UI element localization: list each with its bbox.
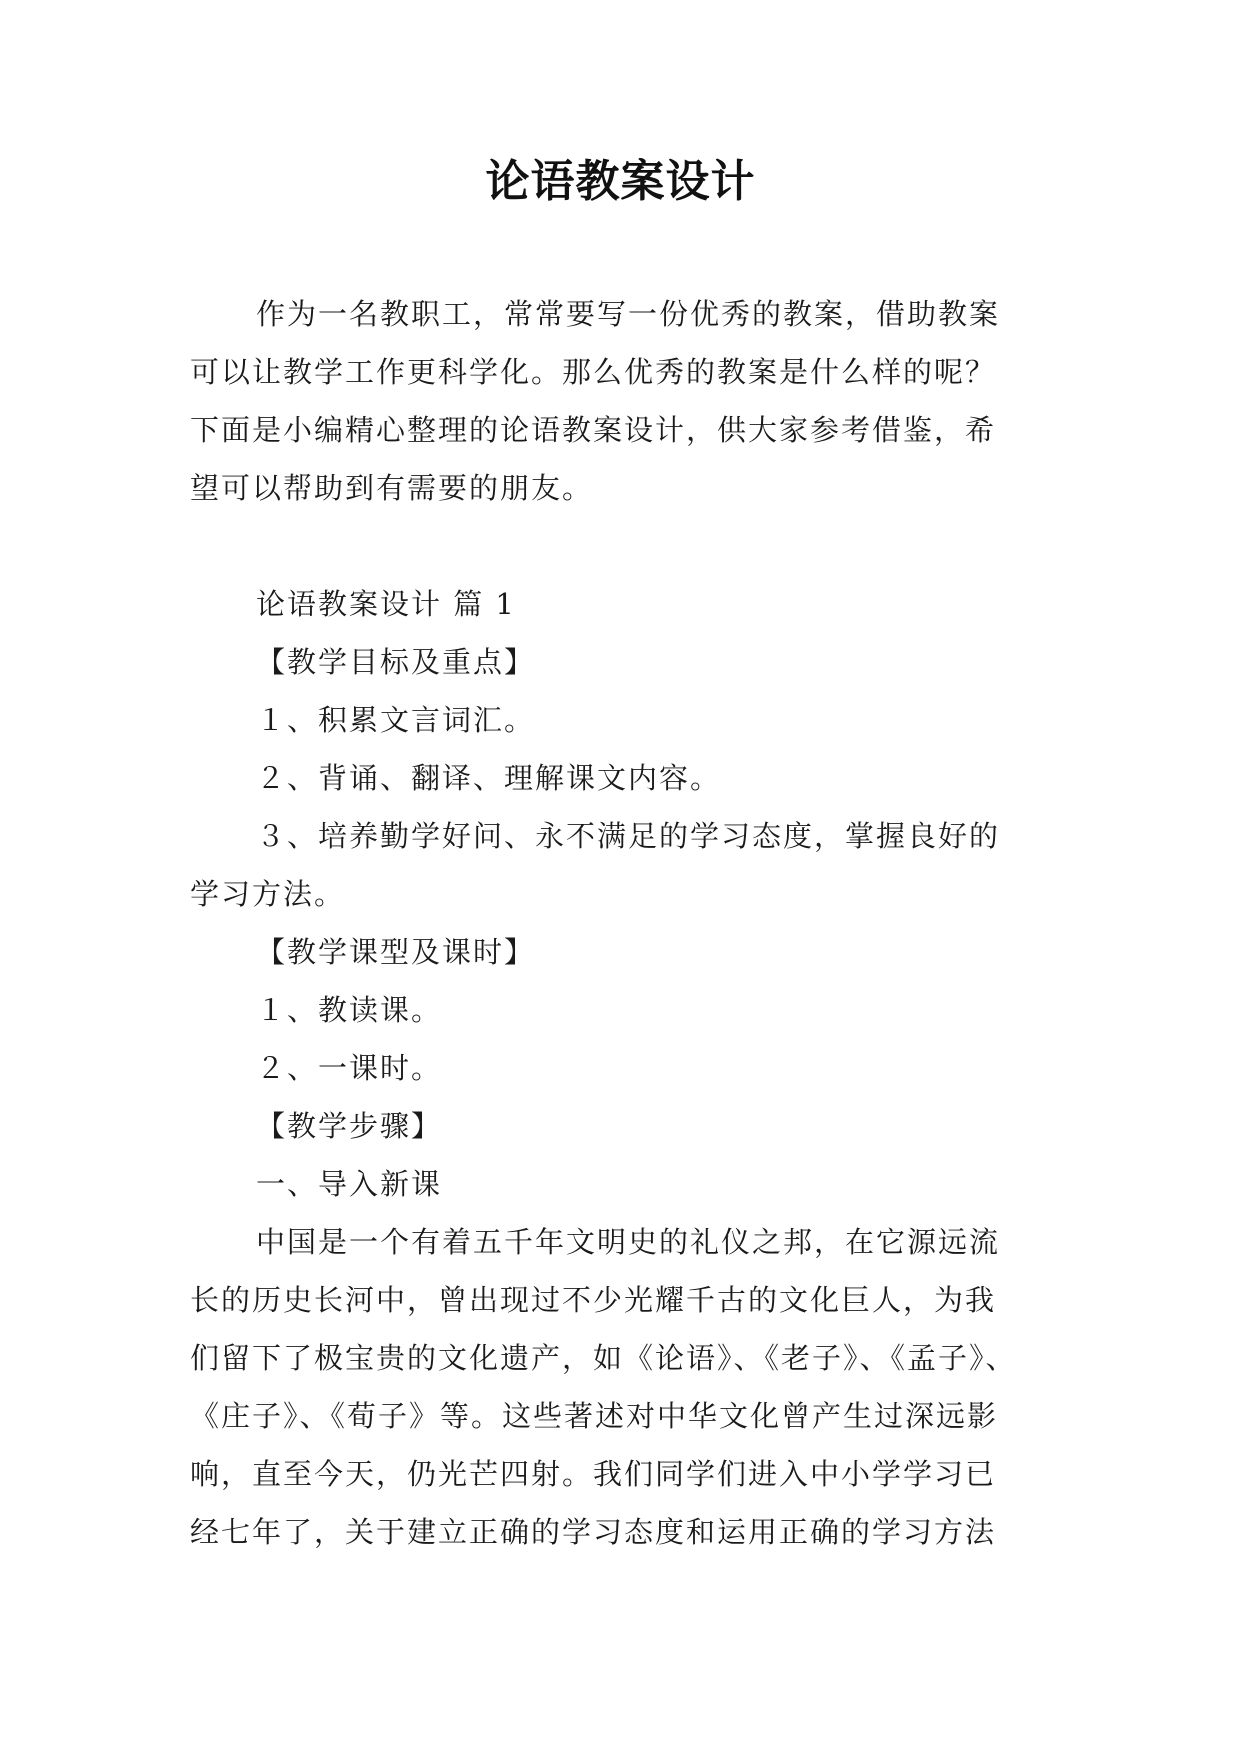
section-heading: 论语教案设计 篇 1	[256, 587, 516, 621]
step1-line: 中国是一个有着五千年文明史的礼仪之邦，在它源远流	[256, 1225, 1001, 1259]
step1-line: 响，直至今天，仍光芒四射。我们同学们进入中小学学习已	[190, 1457, 997, 1491]
intro-line: 下面是小编精心整理的论语教案设计，供大家参考借鉴，希	[190, 413, 997, 447]
step1-line: 《庄子》、《荀子》等。这些著述对中华文化曾产生过深远影	[190, 1399, 999, 1433]
intro-line: 作为一名教职工，常常要写一份优秀的教案，借助教案	[256, 297, 1001, 331]
steps-heading: 【教学步骤】	[256, 1109, 443, 1143]
goal-item: ３、培养勤学好问、永不满足的学习态度，掌握良好的	[256, 819, 1001, 853]
step1-heading: 一、导入新课	[256, 1167, 443, 1201]
type-item: １、教读课。	[256, 993, 443, 1027]
lesson-section	[190, 575, 1070, 1561]
intro-paragraph	[190, 285, 1070, 517]
goal-item: ２、背诵、翻译、理解课文内容。	[256, 761, 722, 795]
type-item: ２、一课时。	[256, 1051, 443, 1085]
type-heading: 【教学课型及课时】	[256, 935, 536, 969]
document-title: 论语教案设计	[485, 156, 756, 207]
step1-line: 们留下了极宝贵的文化遗产，如《论语》、《老子》、《孟子》、	[190, 1341, 1017, 1375]
goals-heading: 【教学目标及重点】	[256, 645, 536, 679]
intro-line: 望可以帮助到有需要的朋友。	[190, 471, 594, 505]
step1-line: 经七年了，关于建立正确的学习态度和运用正确的学习方法	[190, 1515, 997, 1549]
intro-line: 可以让教学工作更科学化。那么优秀的教案是什么样的呢？	[190, 355, 997, 389]
step1-line: 长的历史长河中，曾出现过不少光耀千古的文化巨人，为我	[190, 1283, 997, 1317]
goal-item: １、积累文言词汇。	[256, 703, 536, 737]
goal-item-continuation: 学习方法。	[190, 877, 346, 911]
